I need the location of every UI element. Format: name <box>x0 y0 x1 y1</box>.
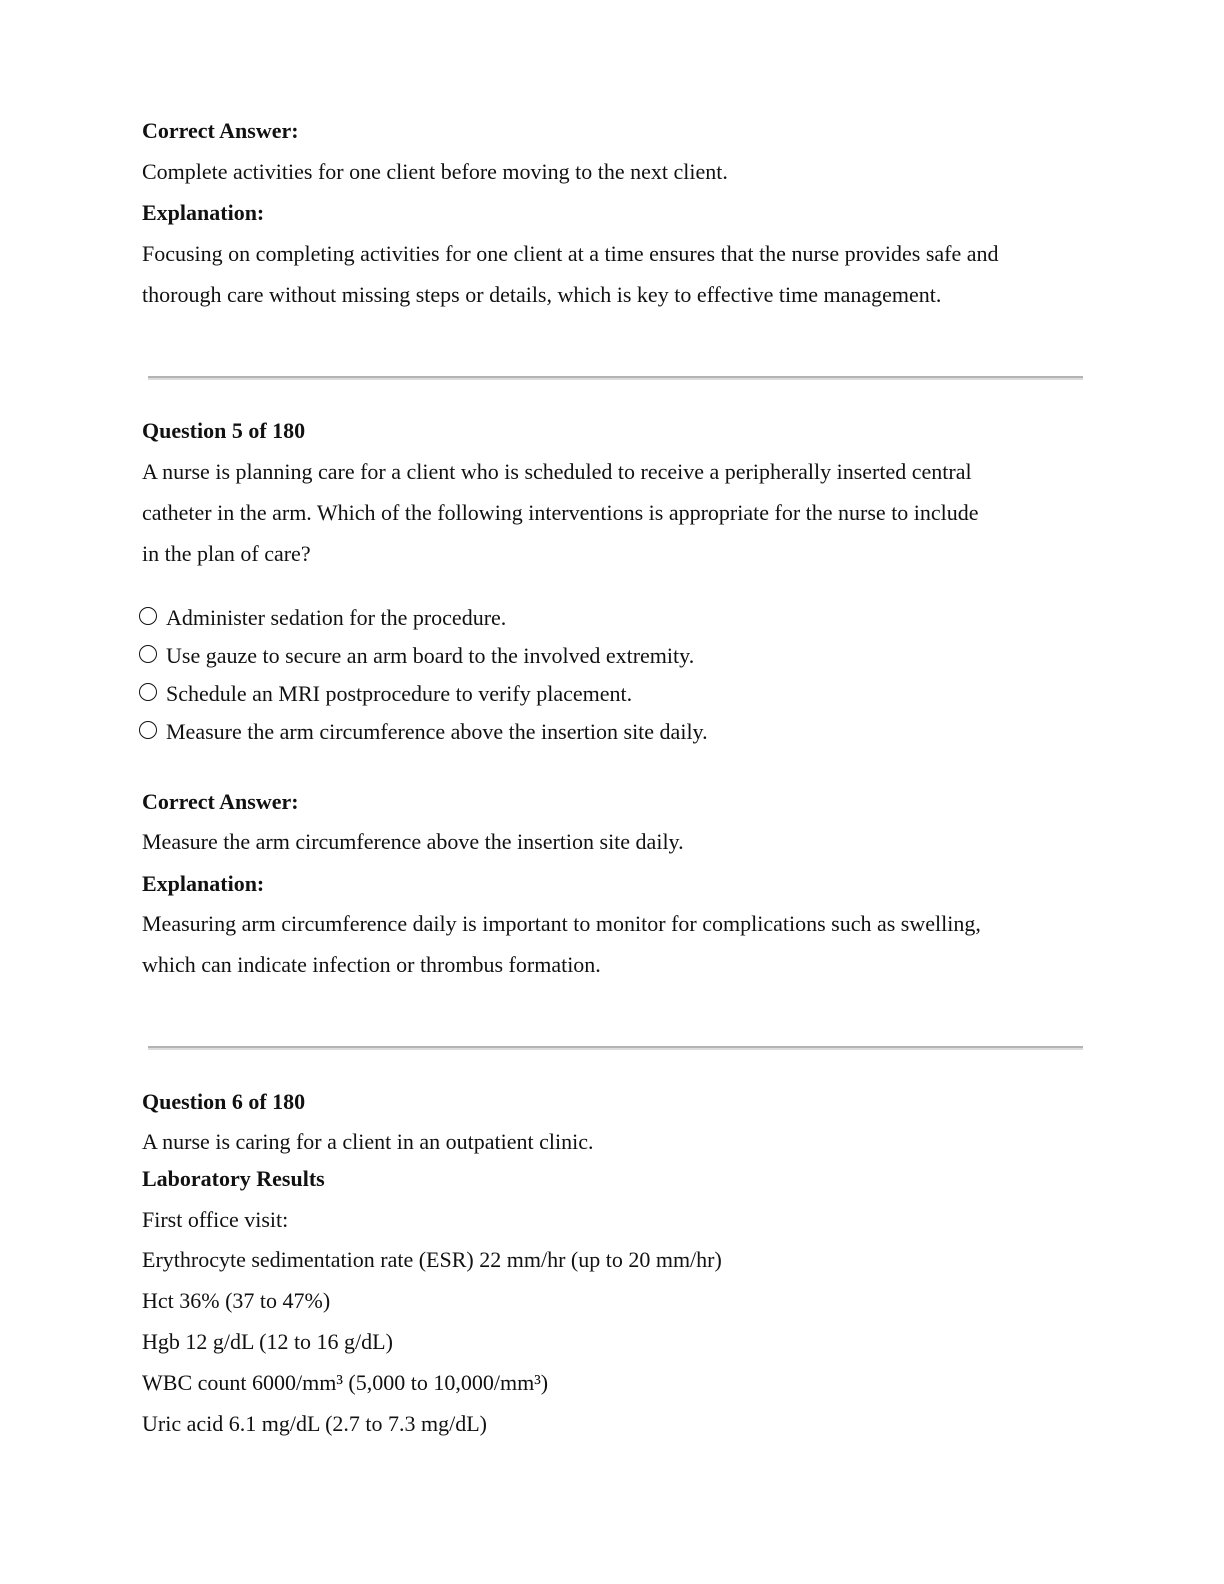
question-stem-line: catheter in the arm. Which of the following interventions is appropriate for the nurse to include <box>142 500 979 525</box>
explanation-line: which can indicate infection or thrombus formation. <box>142 952 601 977</box>
answer-option[interactable] <box>139 642 694 670</box>
correct-answer-heading: Correct Answer: <box>142 118 299 143</box>
correct-answer-heading: Correct Answer: <box>142 789 299 814</box>
question-title: Question 5 of 180 <box>142 418 306 443</box>
radio-circle-icon[interactable] <box>139 607 157 625</box>
explanation-line: Focusing on completing activities for one client at a time ensures that the nurse provides safe and <box>142 241 999 266</box>
question-stem: A nurse is caring for a client in an outpatient clinic. <box>142 1129 594 1154</box>
lab-result-line: Erythrocyte sedimentation rate (ESR) 22 mm/hr (up to 20 mm/hr) <box>142 1247 722 1272</box>
lab-result-line: Hgb 12 g/dL (12 to 16 g/dL) <box>142 1329 393 1354</box>
radio-circle-icon[interactable] <box>139 721 157 739</box>
answer-option[interactable] <box>139 718 708 746</box>
answer-option[interactable] <box>139 680 632 708</box>
answer-option-label: Measure the arm circumference above the insertion site daily. <box>166 719 708 744</box>
lab-result-line: WBC count 6000/mm³ (5,000 to 10,000/mm³) <box>142 1370 549 1395</box>
explanation-line: thorough care without missing steps or details, which is key to effective time management. <box>142 282 942 307</box>
visit-label: First office visit: <box>142 1207 289 1232</box>
correct-answer-text: Complete activities for one client before moving to the next client. <box>142 159 728 184</box>
radio-circle-icon[interactable] <box>139 683 157 701</box>
lab-result-line: Uric acid 6.1 mg/dL (2.7 to 7.3 mg/dL) <box>142 1411 488 1436</box>
lab-result-line: Hct 36% (37 to 47%) <box>142 1288 331 1313</box>
correct-answer-text: Measure the arm circumference above the insertion site daily. <box>142 829 684 854</box>
question-stem-line: A nurse is planning care for a client who is scheduled to receive a peripherally inserted central <box>142 459 972 484</box>
question-stem-line: in the plan of care? <box>142 541 311 566</box>
answer-option-label: Schedule an MRI postprocedure to verify placement. <box>166 681 633 706</box>
question-title: Question 6 of 180 <box>142 1089 306 1114</box>
explanation-line: Measuring arm circumference daily is important to monitor for complications such as swelling, <box>142 911 981 936</box>
answer-option[interactable] <box>139 604 506 632</box>
answer-option-label: Administer sedation for the procedure. <box>166 605 507 630</box>
answer-option-label: Use gauze to secure an arm board to the involved extremity. <box>166 643 695 668</box>
explanation-heading: Explanation: <box>142 871 265 896</box>
radio-circle-icon[interactable] <box>139 645 157 663</box>
explanation-text <box>142 233 1082 315</box>
explanation-text <box>142 903 1082 985</box>
lab-results-heading: Laboratory Results <box>142 1166 325 1191</box>
section-divider <box>148 1046 1083 1050</box>
section-divider <box>148 376 1083 380</box>
explanation-heading: Explanation: <box>142 200 265 225</box>
question-stem <box>142 451 1082 574</box>
